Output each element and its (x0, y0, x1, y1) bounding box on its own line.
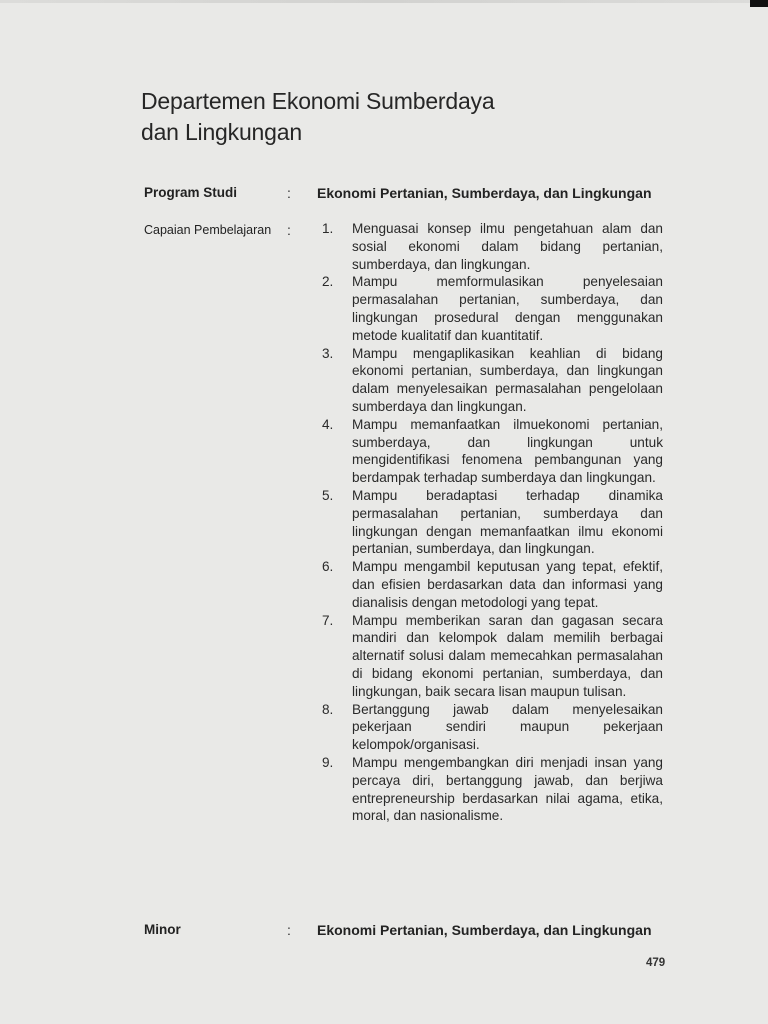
learning-outcome-item (318, 416, 663, 487)
outcome-text: Mampu memanfaatkan ilmuekonomi pertanian, sumberdaya, dan lingkungan untuk mengidentifikasi fenomena pembangunan yang berdampak terhadap sumberdaya dan lingkungan. (352, 416, 663, 486)
outcome-text: Mampu memformulasikan penyelesaian permasalahan pertanian, sumberdaya, dan lingkungan prosedural dengan menggunakan metode kualitatif dan kuantitatif. (352, 274, 663, 343)
capaian-pembelajaran-colon: : (287, 222, 291, 238)
minor-value: Ekonomi Pertanian, Sumberdaya, dan Lingkungan (317, 922, 652, 938)
outcome-number: 2. (322, 274, 334, 290)
scan-corner-mark (750, 0, 768, 7)
outcome-text: Mampu mengambil keputusan yang tepat, efektif, dan efisien berdasarkan data dan informasi yang dianalisis dengan metodologi yang tepat. (352, 559, 663, 610)
page-title-line-2: dan Lingkungan (141, 119, 302, 145)
learning-outcome-item (318, 273, 663, 344)
outcome-number: 9. (322, 754, 334, 770)
outcome-text: Mampu mengaplikasikan keahlian di bidang ekonomi pertanian, sumberdaya, dan lingkungan dalam menyelesaikan permasalahan pengelolaan sumberdaya dan lingkungan. (352, 345, 663, 414)
outcome-number: 8. (322, 701, 334, 717)
outcome-number: 5. (322, 487, 334, 503)
capaian-pembelajaran-label: Capaian Pembelajaran (144, 223, 272, 237)
outcome-text: Mampu mengembangkan diri menjadi insan yang percaya diri, bertanggung jawab, dan berjiwa entrepreneurship berdasarkan nilai agama, etika, moral, dan nasionalisme. (352, 754, 663, 824)
scan-top-edge (0, 0, 768, 3)
learning-outcome-item (318, 754, 663, 825)
program-studi-label: Program Studi (144, 185, 238, 200)
program-studi-colon: : (287, 185, 291, 201)
page-number: 479 (646, 957, 666, 969)
learning-outcomes-list (318, 220, 663, 825)
outcome-text: Bertanggung jawab dalam menyelesaikan pekerjaan sendiri maupun pekerjaan kelompok/organisasi. (352, 701, 663, 753)
outcome-text: Menguasai konsep ilmu pengetahuan alam dan sosial ekonomi dalam bidang pertanian, sumberdaya, dan lingkungan. (352, 221, 663, 272)
learning-outcome-item (318, 701, 663, 754)
learning-outcome-item (318, 558, 663, 611)
outcome-text: Mampu beradaptasi terhadap dinamika permasalahan pertanian, sumberdaya dan lingkungan dengan memanfaatkan ilmu ekonomi pertanian, sumberdaya, dan lingkungan. (352, 487, 663, 557)
page-title (141, 86, 494, 148)
learning-outcome-item (318, 487, 663, 558)
outcome-text: Mampu memberikan saran dan gagasan secara mandiri dan kelompok dalam memilih berbagai alternatif solusi dalam memecahkan permasalahan di bidang ekonomi pertanian, sumberdaya, dan lingkungan, baik secara lisan maupun tulisan. (352, 612, 663, 699)
outcome-number: 1. (322, 221, 334, 236)
outcome-number: 3. (322, 345, 334, 361)
minor-label: Minor (144, 922, 181, 937)
learning-outcome-item (318, 220, 663, 273)
learning-outcome-item (318, 612, 663, 701)
minor-colon: : (287, 922, 291, 938)
outcome-number: 7. (322, 612, 334, 628)
outcome-number: 4. (322, 416, 334, 432)
learning-outcome-item (318, 345, 663, 416)
outcome-number: 6. (322, 559, 334, 575)
page-title-line-1: Departemen Ekonomi Sumberdaya (141, 88, 495, 114)
program-studi-value: Ekonomi Pertanian, Sumberdaya, dan Lingkungan (317, 185, 652, 201)
